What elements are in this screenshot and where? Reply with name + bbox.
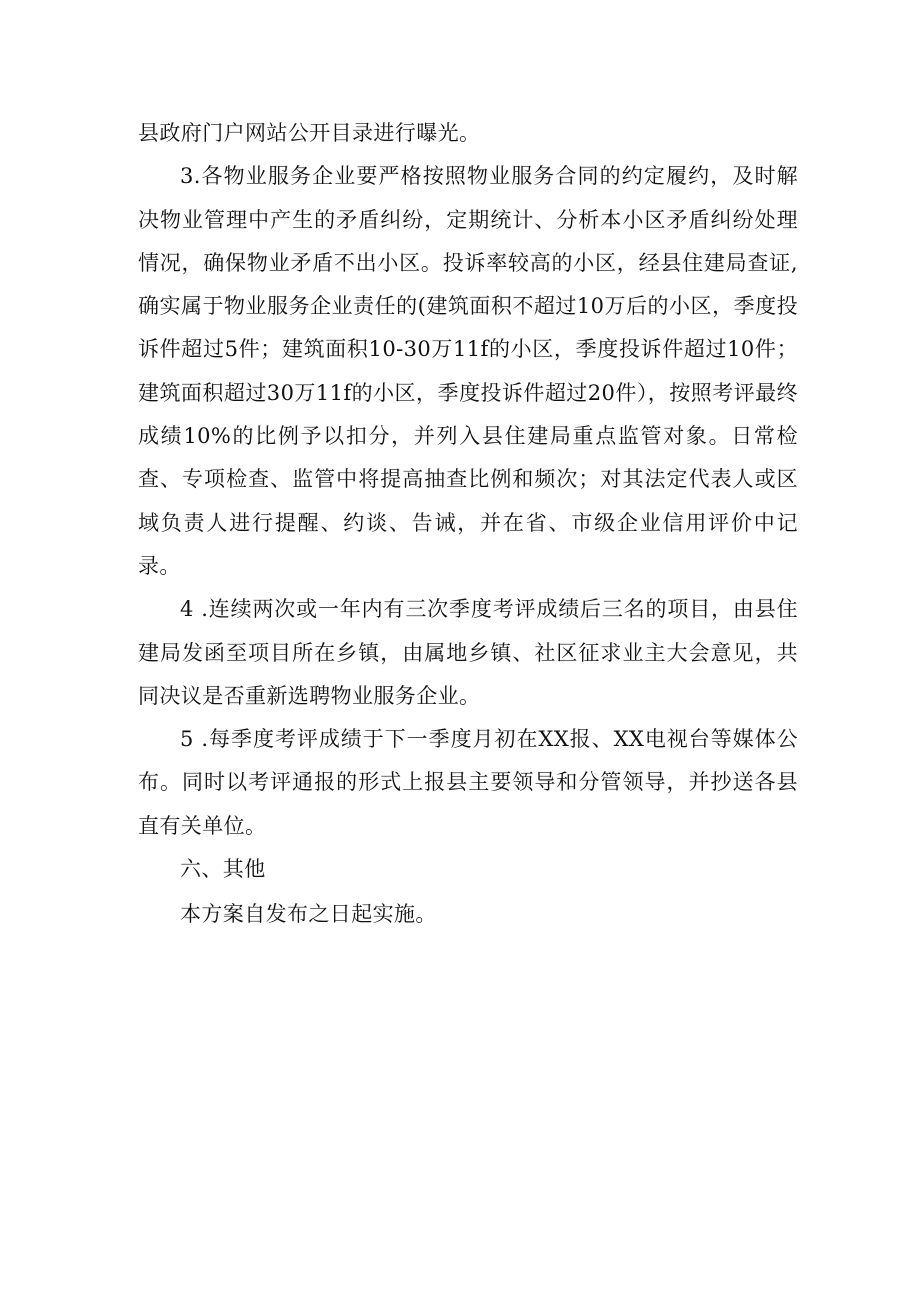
paragraph-item-5: 5 .每季度考评成绩于下一季度月初在XX报、XX电视台等媒体公布。同时以考评通报的形式上报县主要领导和分管领导，并抄送各县直有关单位。 (138, 727, 798, 838)
paragraph-item-4: 4 .连续两次或一年内有三次季度考评成绩后三名的项目，由县住建局发函至项目所在乡镇，由属地乡镇、社区征求业主大会意见，共同决议是否重新选聘物业服务企业。 (138, 597, 798, 708)
paragraph-closing: 本方案自发布之日起实施。 (180, 902, 437, 927)
paragraph-item-3: 3.各物业服务企业要严格按照物业服务合同的约定履约，及时解决物业管理中产生的矛盾纠纷，定期统计、分析本小区矛盾纠纷处理情况，确保物业矛盾不出小区。投诉率较高的小区，经县住建局查证,确实属于物业服务企业责任的(建筑面积不超过10万后的小区，季度投诉件超过5件；建筑面积10-30万11f的小区，季度投诉件超过10件；建筑面积超过30万11f的小区，季度投诉件超过20件），按照考评最终成绩10%的比例予以扣分，并列入县住建局重点监管对象。日常检查、专项检查、监管中将提高抽查比例和频次；对其法定代表人或区域负责人进行提醒、约谈、告诫，并在省、市级企业信用评价中记录。 (138, 164, 798, 578)
section-heading-other: 六、其他 (180, 857, 266, 882)
paragraph-continuation: 县政府门户网站公开目录进行曝光。 (138, 121, 481, 145)
document-body (138, 112, 798, 937)
